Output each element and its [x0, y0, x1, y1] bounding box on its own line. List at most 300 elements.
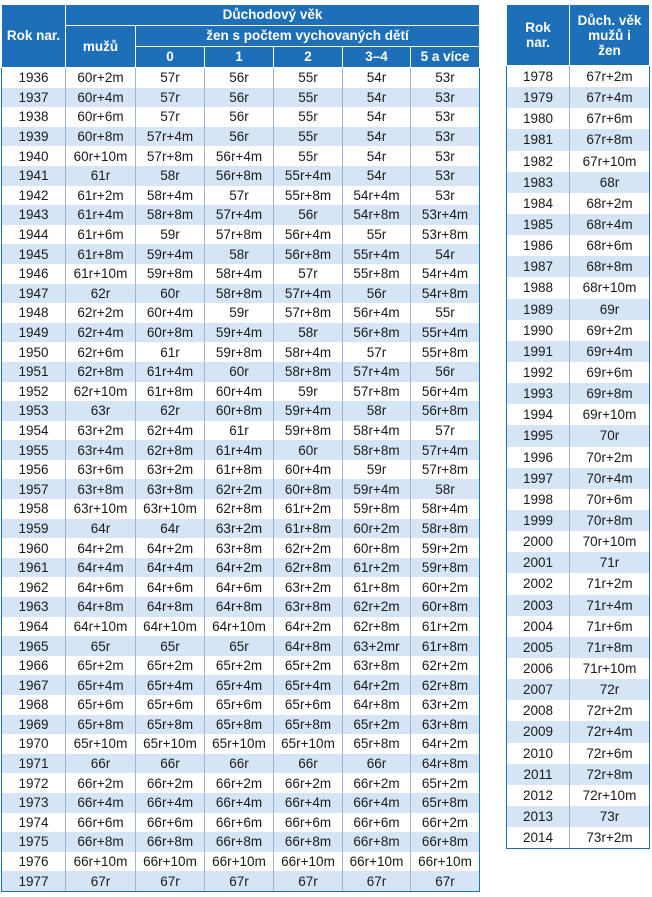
cell-birth-year: 2014	[507, 827, 570, 849]
table-row	[507, 235, 650, 256]
cell-retirement-age: 66r+6m	[66, 813, 136, 833]
cell-birth-year: 1977	[2, 871, 66, 891]
cell-retirement-age: 57r+8m	[411, 460, 480, 480]
cell-retirement-age: 56r+4m	[411, 382, 480, 402]
table-row	[2, 832, 480, 852]
cell-retirement-age: 66r+2m	[274, 773, 343, 793]
cell-retirement-age: 65r+8m	[66, 715, 136, 735]
cell-retirement-age: 59r	[205, 303, 274, 323]
cell-retirement-age: 60r+4m	[274, 460, 343, 480]
cell-retirement-age: 69r+4m	[570, 341, 650, 362]
cell-birth-year: 1960	[2, 538, 66, 558]
cell-retirement-age: 61r+8m	[205, 460, 274, 480]
cell-retirement-age: 56r	[205, 107, 274, 127]
cell-birth-year: 1948	[2, 303, 66, 323]
cell-retirement-age: 60r+8m	[66, 127, 136, 147]
cell-retirement-age: 64r+6m	[136, 577, 205, 597]
cell-birth-year: 1949	[2, 323, 66, 343]
cell-retirement-age: 55r+4m	[411, 323, 480, 343]
cell-retirement-age: 61r+8m	[66, 244, 136, 264]
cell-retirement-age: 57r	[343, 342, 411, 362]
cell-retirement-age: 56r+8m	[343, 323, 411, 343]
table-row	[507, 637, 650, 658]
table-row	[2, 793, 480, 813]
cell-retirement-age: 63r+8m	[66, 479, 136, 499]
cell-retirement-age: 65r+8m	[343, 734, 411, 754]
header-rok-nar: Rok nar.	[2, 5, 66, 68]
cell-retirement-age: 63r+4m	[66, 440, 136, 460]
cell-birth-year: 2001	[507, 552, 570, 573]
cell-retirement-age: 64r+8m	[274, 636, 343, 656]
table-row	[2, 362, 480, 382]
cell-retirement-age: 60r+2m	[66, 68, 136, 88]
cell-retirement-age: 57r+4m	[136, 127, 205, 147]
cell-retirement-age: 56r+4m	[205, 146, 274, 166]
cell-retirement-age: 55r+8m	[343, 264, 411, 284]
table-row	[507, 764, 650, 785]
cell-retirement-age: 66r+4m	[205, 793, 274, 813]
cell-birth-year: 1985	[507, 214, 570, 235]
cell-retirement-age: 60r+10m	[66, 146, 136, 166]
table-row	[507, 151, 650, 172]
cell-retirement-age: 64r+2m	[274, 617, 343, 637]
cell-birth-year: 1945	[2, 244, 66, 264]
table-row	[507, 447, 650, 468]
cell-retirement-age: 66r+4m	[343, 793, 411, 813]
cell-retirement-age: 55r+8m	[274, 186, 343, 206]
cell-retirement-age: 55r	[274, 107, 343, 127]
table-row	[507, 616, 650, 637]
cell-retirement-age: 66r+4m	[136, 793, 205, 813]
cell-retirement-age: 66r+10m	[136, 852, 205, 872]
cell-retirement-age: 66r+4m	[274, 793, 343, 813]
cell-retirement-age: 56r	[274, 205, 343, 225]
cell-retirement-age: 61r	[66, 166, 136, 186]
cell-birth-year: 1967	[2, 675, 66, 695]
cell-retirement-age: 63r+8m	[136, 479, 205, 499]
cell-birth-year: 1972	[2, 773, 66, 793]
table-row	[507, 468, 650, 489]
cell-retirement-age: 54r	[411, 244, 480, 264]
cell-retirement-age: 61r+10m	[66, 264, 136, 284]
cell-retirement-age: 57r	[411, 421, 480, 441]
cell-retirement-age: 63r+2m	[274, 577, 343, 597]
table-row	[507, 785, 650, 806]
cell-retirement-age: 53r	[411, 186, 480, 206]
cell-retirement-age: 59r	[136, 225, 205, 245]
cell-retirement-age: 65r+8m	[205, 715, 274, 735]
cell-retirement-age: 60r+8m	[274, 479, 343, 499]
cell-retirement-age: 67r+2m	[570, 66, 650, 88]
table-row	[507, 806, 650, 827]
cell-retirement-age: 60r+4m	[66, 88, 136, 108]
cell-retirement-age: 70r+2m	[570, 447, 650, 468]
cell-retirement-age: 72r+10m	[570, 785, 650, 806]
cell-retirement-age: 64r+8m	[136, 597, 205, 617]
cell-birth-year: 1956	[2, 460, 66, 480]
table-row	[2, 460, 480, 480]
table-row	[507, 299, 650, 320]
cell-retirement-age: 66r+8m	[205, 832, 274, 852]
cell-retirement-age: 65r+10m	[136, 734, 205, 754]
cell-birth-year: 1979	[507, 87, 570, 108]
cell-retirement-age: 61r	[136, 342, 205, 362]
cell-retirement-age: 58r+8m	[205, 284, 274, 304]
table-row	[507, 721, 650, 742]
cell-retirement-age: 57r+4m	[205, 205, 274, 225]
cell-retirement-age: 62r+2m	[66, 303, 136, 323]
cell-retirement-age: 59r+4m	[205, 323, 274, 343]
cell-birth-year: 1942	[2, 186, 66, 206]
cell-retirement-age: 58r+4m	[274, 342, 343, 362]
cell-retirement-age: 55r	[274, 146, 343, 166]
cell-retirement-age: 59r+4m	[343, 479, 411, 499]
table-row	[507, 573, 650, 594]
cell-retirement-age: 66r+6m	[274, 813, 343, 833]
cell-retirement-age: 66r+10m	[66, 852, 136, 872]
cell-retirement-age: 72r+4m	[570, 721, 650, 742]
cell-birth-year: 1982	[507, 151, 570, 172]
cell-retirement-age: 65r+10m	[274, 734, 343, 754]
table-row	[507, 87, 650, 108]
cell-retirement-age: 55r	[274, 88, 343, 108]
cell-retirement-age: 65r+8m	[136, 715, 205, 735]
cell-retirement-age: 53r	[411, 107, 480, 127]
cell-retirement-age: 68r+2m	[570, 193, 650, 214]
cell-retirement-age: 69r+10m	[570, 404, 650, 425]
cell-retirement-age: 60r+4m	[205, 382, 274, 402]
cell-birth-year: 1986	[507, 235, 570, 256]
cell-retirement-age: 56r+4m	[343, 303, 411, 323]
cell-birth-year: 1992	[507, 362, 570, 383]
cell-retirement-age: 66r+2m	[66, 773, 136, 793]
cell-retirement-age: 65r+6m	[136, 695, 205, 715]
cell-retirement-age: 66r+8m	[343, 832, 411, 852]
cell-retirement-age: 62r	[66, 284, 136, 304]
cell-retirement-age: 61r+4m	[66, 205, 136, 225]
cell-birth-year: 1953	[2, 401, 66, 421]
cell-retirement-age: 67r	[274, 871, 343, 891]
cell-retirement-age: 64r+8m	[411, 754, 480, 774]
cell-birth-year: 1957	[2, 479, 66, 499]
table-row	[2, 146, 480, 166]
cell-retirement-age: 59r+8m	[205, 342, 274, 362]
cell-birth-year: 2004	[507, 616, 570, 637]
cell-retirement-age: 65r	[66, 636, 136, 656]
table-row	[2, 479, 480, 499]
table-row	[2, 558, 480, 578]
cell-retirement-age: 58r	[343, 401, 411, 421]
cell-birth-year: 1998	[507, 489, 570, 510]
cell-retirement-age: 71r+10m	[570, 658, 650, 679]
table-row	[507, 214, 650, 235]
table-row	[507, 383, 650, 404]
table-row	[507, 425, 650, 446]
cell-retirement-age: 63r+2m	[136, 460, 205, 480]
cell-birth-year: 1963	[2, 597, 66, 617]
table-row	[2, 577, 480, 597]
cell-retirement-age: 61r+2m	[66, 186, 136, 206]
cell-retirement-age: 54r	[343, 146, 411, 166]
cell-retirement-age: 69r+2m	[570, 320, 650, 341]
cell-retirement-age: 65r+4m	[205, 675, 274, 695]
cell-retirement-age: 66r	[66, 754, 136, 774]
table-row	[2, 734, 480, 754]
cell-retirement-age: 54r+4m	[411, 264, 480, 284]
cell-birth-year: 1983	[507, 172, 570, 193]
cell-retirement-age: 57r+8m	[343, 382, 411, 402]
cell-retirement-age: 60r+2m	[411, 577, 480, 597]
cell-retirement-age: 57r+4m	[411, 440, 480, 460]
cell-retirement-age: 64r+8m	[205, 597, 274, 617]
cell-retirement-age: 55r	[343, 225, 411, 245]
cell-birth-year: 1947	[2, 284, 66, 304]
table-row	[2, 264, 480, 284]
cell-birth-year: 2013	[507, 806, 570, 827]
cell-birth-year: 1996	[507, 447, 570, 468]
cell-retirement-age: 67r	[136, 871, 205, 891]
cell-retirement-age: 59r+4m	[274, 401, 343, 421]
header-duchodovy-vek: Důchodový věk	[66, 5, 480, 26]
cell-birth-year: 1970	[2, 734, 66, 754]
cell-retirement-age: 66r+10m	[274, 852, 343, 872]
cell-retirement-age: 62r+8m	[343, 617, 411, 637]
cell-retirement-age: 53r+8m	[411, 225, 480, 245]
cell-retirement-age: 63r+2m	[411, 695, 480, 715]
cell-retirement-age: 68r+6m	[570, 235, 650, 256]
cell-retirement-age: 67r+6m	[570, 108, 650, 129]
cell-retirement-age: 60r	[136, 284, 205, 304]
cell-retirement-age: 70r+10m	[570, 531, 650, 552]
cell-retirement-age: 54r	[343, 166, 411, 186]
cell-retirement-age: 54r	[343, 68, 411, 88]
table-row	[2, 382, 480, 402]
cell-retirement-age: 64r+2m	[205, 558, 274, 578]
header2-duch-vek: Důch. věk mužů i žen	[570, 5, 650, 66]
cell-birth-year: 2005	[507, 637, 570, 658]
cell-retirement-age: 61r+8m	[136, 382, 205, 402]
cell-birth-year: 1954	[2, 421, 66, 441]
cell-retirement-age: 63r+2m	[66, 421, 136, 441]
cell-birth-year: 1989	[507, 299, 570, 320]
table-row	[2, 107, 480, 127]
cell-retirement-age: 63r+8m	[274, 597, 343, 617]
table-row	[507, 341, 650, 362]
cell-retirement-age: 53r	[411, 166, 480, 186]
cell-retirement-age: 66r+6m	[205, 813, 274, 833]
cell-retirement-age: 66r	[136, 754, 205, 774]
cell-retirement-age: 66r+8m	[411, 832, 480, 852]
table-row	[2, 421, 480, 441]
cell-retirement-age: 66r+6m	[136, 813, 205, 833]
cell-retirement-age: 67r	[66, 871, 136, 891]
table-row	[2, 186, 480, 206]
cell-retirement-age: 54r+8m	[411, 284, 480, 304]
cell-birth-year: 1973	[2, 793, 66, 813]
cell-retirement-age: 66r+8m	[66, 832, 136, 852]
cell-birth-year: 2008	[507, 700, 570, 721]
cell-birth-year: 1984	[507, 193, 570, 214]
table-row	[2, 342, 480, 362]
cell-retirement-age: 58r+8m	[136, 205, 205, 225]
cell-retirement-age: 64r+10m	[136, 617, 205, 637]
table-row	[507, 700, 650, 721]
cell-retirement-age: 65r	[136, 636, 205, 656]
table-row	[2, 166, 480, 186]
cell-retirement-age: 54r	[343, 88, 411, 108]
cell-retirement-age: 56r	[205, 68, 274, 88]
cell-retirement-age: 56r+8m	[411, 401, 480, 421]
cell-retirement-age: 60r+8m	[411, 597, 480, 617]
cell-retirement-age: 58r+8m	[274, 362, 343, 382]
header-col-1: 1	[205, 47, 274, 68]
cell-retirement-age: 66r+2m	[136, 773, 205, 793]
cell-retirement-age: 63r+8m	[411, 715, 480, 735]
cell-retirement-age: 53r	[411, 146, 480, 166]
cell-retirement-age: 61r+2m	[343, 558, 411, 578]
cell-retirement-age: 64r+2m	[66, 538, 136, 558]
cell-retirement-age: 58r	[205, 244, 274, 264]
table-row	[507, 404, 650, 425]
cell-retirement-age: 65r+4m	[274, 675, 343, 695]
cell-retirement-age: 58r+8m	[411, 519, 480, 539]
cell-retirement-age: 66r+2m	[343, 773, 411, 793]
table-row	[507, 320, 650, 341]
cell-retirement-age: 66r+4m	[66, 793, 136, 813]
cell-birth-year: 1941	[2, 166, 66, 186]
cell-retirement-age: 59r+8m	[343, 499, 411, 519]
cell-birth-year: 1991	[507, 341, 570, 362]
cell-retirement-age: 64r+6m	[66, 577, 136, 597]
cell-retirement-age: 71r+2m	[570, 573, 650, 594]
table-row	[2, 205, 480, 225]
cell-retirement-age: 53r	[411, 68, 480, 88]
cell-retirement-age: 62r+4m	[136, 421, 205, 441]
cell-retirement-age: 62r+8m	[274, 558, 343, 578]
cell-birth-year: 1959	[2, 519, 66, 539]
table-row	[2, 675, 480, 695]
cell-retirement-age: 55r+4m	[343, 244, 411, 264]
table-row	[2, 871, 480, 891]
table-row	[2, 813, 480, 833]
table-row	[2, 284, 480, 304]
cell-retirement-age: 61r+8m	[274, 519, 343, 539]
cell-retirement-age: 57r+4m	[343, 362, 411, 382]
cell-retirement-age: 61r+8m	[411, 636, 480, 656]
cell-birth-year: 1976	[2, 852, 66, 872]
cell-retirement-age: 65r+2m	[411, 773, 480, 793]
cell-retirement-age: 56r+8m	[274, 244, 343, 264]
cell-birth-year: 1990	[507, 320, 570, 341]
cell-retirement-age: 62r+4m	[66, 323, 136, 343]
table-row	[2, 127, 480, 147]
cell-retirement-age: 62r+8m	[205, 499, 274, 519]
cell-birth-year: 1938	[2, 107, 66, 127]
cell-birth-year: 1962	[2, 577, 66, 597]
cell-retirement-age: 66r+10m	[411, 852, 480, 872]
cell-retirement-age: 58r+8m	[343, 440, 411, 460]
cell-retirement-age: 71r+6m	[570, 616, 650, 637]
cell-retirement-age: 64r+10m	[205, 617, 274, 637]
table-row	[507, 595, 650, 616]
table-row	[507, 531, 650, 552]
cell-retirement-age: 56r	[343, 284, 411, 304]
table-row	[507, 172, 650, 193]
cell-birth-year: 2009	[507, 721, 570, 742]
header-muzu: mužů	[66, 26, 136, 68]
cell-birth-year: 1964	[2, 617, 66, 637]
cell-retirement-age: 70r+4m	[570, 468, 650, 489]
cell-retirement-age: 66r+8m	[274, 832, 343, 852]
cell-retirement-age: 60r+8m	[205, 401, 274, 421]
table-row	[507, 108, 650, 129]
cell-birth-year: 2010	[507, 743, 570, 764]
table-row	[2, 303, 480, 323]
cell-birth-year: 1937	[2, 88, 66, 108]
cell-retirement-age: 62r+10m	[66, 382, 136, 402]
cell-birth-year: 2011	[507, 764, 570, 785]
cell-retirement-age: 60r+8m	[343, 538, 411, 558]
cell-birth-year: 1971	[2, 754, 66, 774]
table-row	[2, 538, 480, 558]
table-row	[507, 679, 650, 700]
cell-birth-year: 1966	[2, 656, 66, 676]
table-row	[2, 519, 480, 539]
cell-retirement-age: 68r	[570, 172, 650, 193]
cell-retirement-age: 65r+2m	[274, 656, 343, 676]
cell-retirement-age: 70r	[570, 425, 650, 446]
cell-retirement-age: 69r+6m	[570, 362, 650, 383]
cell-retirement-age: 71r	[570, 552, 650, 573]
cell-birth-year: 1952	[2, 382, 66, 402]
cell-retirement-age: 58r+4m	[205, 264, 274, 284]
cell-retirement-age: 65r+2m	[136, 656, 205, 676]
cell-retirement-age: 65r+6m	[66, 695, 136, 715]
cell-retirement-age: 65r+2m	[205, 656, 274, 676]
retirement-age-table-1936-1977	[1, 4, 480, 892]
cell-birth-year: 1969	[2, 715, 66, 735]
cell-retirement-age: 65r+6m	[274, 695, 343, 715]
cell-birth-year: 1980	[507, 108, 570, 129]
table-row	[2, 773, 480, 793]
cell-retirement-age: 60r	[274, 440, 343, 460]
cell-retirement-age: 64r+8m	[66, 597, 136, 617]
table-row	[2, 754, 480, 774]
table-row	[2, 68, 480, 88]
table-row	[507, 277, 650, 298]
cell-retirement-age: 55r	[411, 303, 480, 323]
cell-birth-year: 1939	[2, 127, 66, 147]
cell-retirement-age: 65r+4m	[136, 675, 205, 695]
table-row	[2, 636, 480, 656]
cell-retirement-age: 63r+6m	[66, 460, 136, 480]
cell-birth-year: 1936	[2, 68, 66, 88]
cell-birth-year: 1987	[507, 256, 570, 277]
cell-retirement-age: 68r+4m	[570, 214, 650, 235]
cell-retirement-age: 64r+2m	[343, 675, 411, 695]
cell-retirement-age: 72r+6m	[570, 743, 650, 764]
cell-retirement-age: 64r+2m	[136, 538, 205, 558]
cell-retirement-age: 72r	[570, 679, 650, 700]
cell-retirement-age: 67r	[411, 871, 480, 891]
table-row	[507, 256, 650, 277]
table-row	[2, 617, 480, 637]
cell-birth-year: 1995	[507, 425, 570, 446]
cell-retirement-age: 54r	[343, 127, 411, 147]
header-col-0: 0	[136, 47, 205, 68]
cell-retirement-age: 65r+10m	[66, 734, 136, 754]
cell-retirement-age: 66r	[274, 754, 343, 774]
